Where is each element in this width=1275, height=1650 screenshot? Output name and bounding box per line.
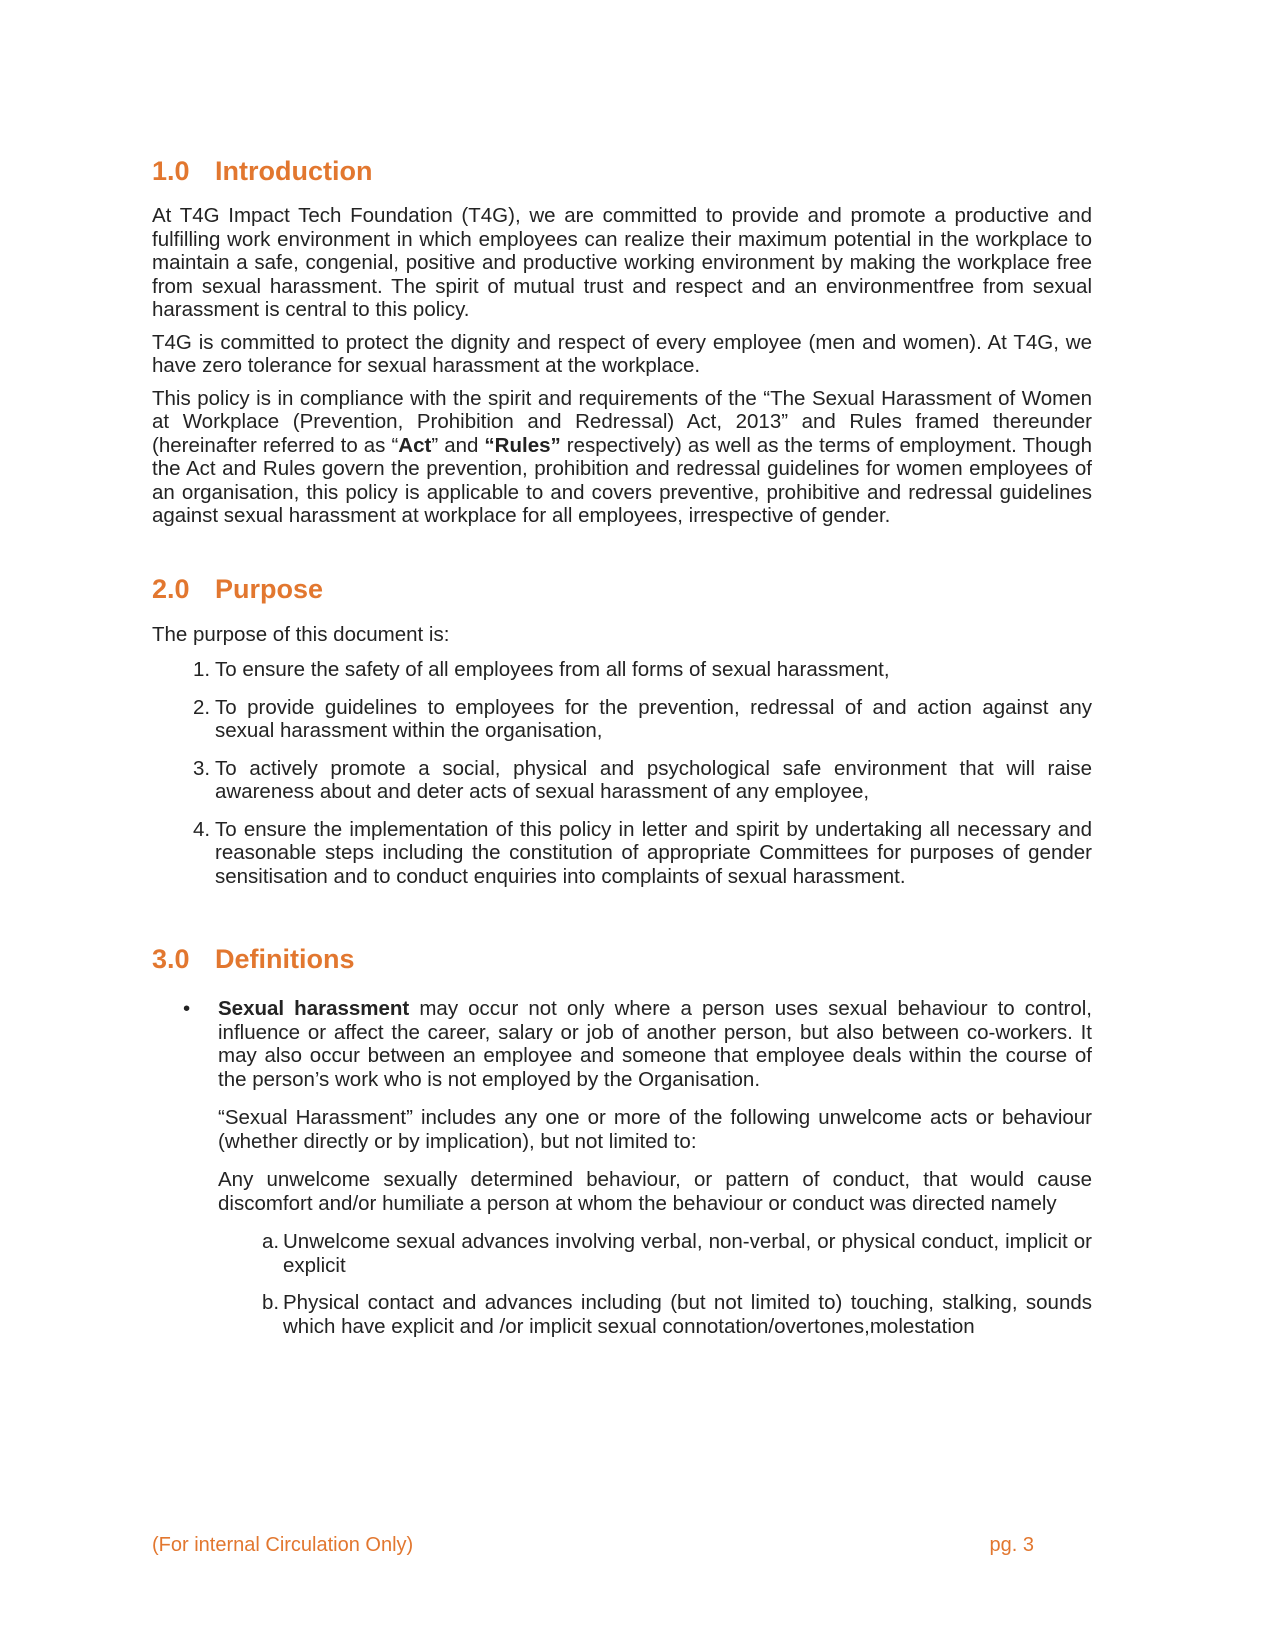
bullet-icon: • [183,997,191,1020]
list-item-text: To actively promote a social, physical and psychological safe environment that will raise awareness about and deter acts of sexual harassment of any employee, [215,756,1092,803]
sublist-item-text: Unwelcome sexual advances involving verbal, non-verbal, or physical conduct, implicit or explicit [283,1230,1092,1277]
list-item-number: 4. [193,817,211,841]
sublist-item-b [218,1291,1092,1338]
intro-p3-bold-rules: “Rules” [484,433,561,457]
section-heading-purpose [152,573,1092,605]
definitions-body [218,1106,1092,1338]
intro-p3-run-1: This policy is in compliance with the spirit and requirements of the “The Sexual Harassment of Women at Workplace (Prevention, Prohibition and Redressal) Act, 2013” and Rules framed thereunder (hereinafter referred to as “ [152,386,1092,457]
definitions-bullet-rest: may occur not only where a person uses sexual behaviour to control, influence or affect the career, salary or job of another person, but also between co-workers. It may also occur between an employee and someone that employee deals within the course of the person’s work who is not employed by the Organisation. [218,997,1092,1091]
definitions-bullet-text [218,997,1092,1091]
sublist-item-text: Physical contact and advances including (but not limited to) touching, stalking, sounds which have explicit and /or implicit sexual connotation/overtones,molestation [283,1291,1092,1338]
section-title: Introduction [215,156,373,186]
purpose-list-item-2 [152,696,1092,743]
section-number: 3.0 [152,944,190,974]
definitions-bold-term: Sexual harassment [218,997,410,1020]
section-title: Purpose [215,573,324,604]
footer-circulation-note: (For internal Circulation Only) [152,1534,414,1556]
intro-p3-run-3: respectively) as well as the terms of employment. Though the Act and Rules govern the prevention, prohibition and redressal guidelines for women employees of an organisation, this policy is applicable to and covers preventive, prohibitive and redressal guidelines against sexual harassment at workplace for all employees, irrespective of gender. [152,433,1092,527]
intro-paragraph-1: At T4G Impact Tech Foundation (T4G), we are committed to provide and promote a productive and fulfilling work environment in which employees can realize their maximum potential in the workplace to maintain a safe, congenial, positive and productive working environment by making the workplace free from sexual harassment. The spirit of mutual trust and respect and an environmentfree from sexual harassment is central to this policy. [152,204,1092,321]
purpose-list-item-1 [152,658,1092,682]
purpose-list-item-4 [152,818,1092,889]
list-item-number: 3. [193,756,211,780]
intro-paragraph-3 [152,387,1092,528]
page-footer [152,1533,1092,1557]
list-item-text: To ensure the implementation of this policy in letter and spirit by undertaking all necessary and reasonable steps including the constitution of appropriate Committees for purposes of gender sensitisation and to conduct enquiries into complaints of sexual harassment. [215,817,1092,888]
intro-p3-bold-act: Act [398,433,432,457]
section-heading-introduction [152,155,1092,187]
section-number: 2.0 [152,573,190,604]
footer-page-number: pg. 3 [989,1534,1034,1556]
section-number: 1.0 [152,156,190,186]
section-heading-definitions [152,943,1092,975]
definitions-sublist [218,1230,1092,1338]
definitions-paragraph-2: “Sexual Harassment” includes any one or more of the following unwelcome acts or behaviour (whether directly or by implication), but not limited to: [218,1106,1092,1153]
sublist-item-a [218,1230,1092,1277]
purpose-lead: The purpose of this document is: [152,622,450,646]
intro-paragraph-2: T4G is committed to protect the dignity and respect of every employee (men and women). At T4G, we have zero tolerance for sexual harassment at the workplace. [152,330,1092,377]
list-item-text: To provide guidelines to employees for the prevention, redressal of and action against any sexual harassment within the organisation, [215,695,1092,742]
list-item-number: 1. [193,658,211,681]
list-item-number: 2. [193,695,211,719]
section-title: Definitions [215,944,355,974]
definitions-paragraph-3: Any unwelcome sexually determined behaviour, or pattern of conduct, that would cause discomfort and/or humiliate a person at whom the behaviour or conduct was directed namely [218,1168,1092,1215]
list-item-text: To ensure the safety of all employees from all forms of sexual harassment, [215,658,890,681]
document-content [152,0,1092,1352]
purpose-list-item-3 [152,757,1092,804]
intro-p3-run-2: ” and [431,433,485,457]
definitions-bullet-item [152,997,1092,1091]
purpose-list [152,658,1092,888]
sublist-item-letter: b. [262,1291,280,1314]
sublist-item-letter: a. [262,1230,280,1253]
